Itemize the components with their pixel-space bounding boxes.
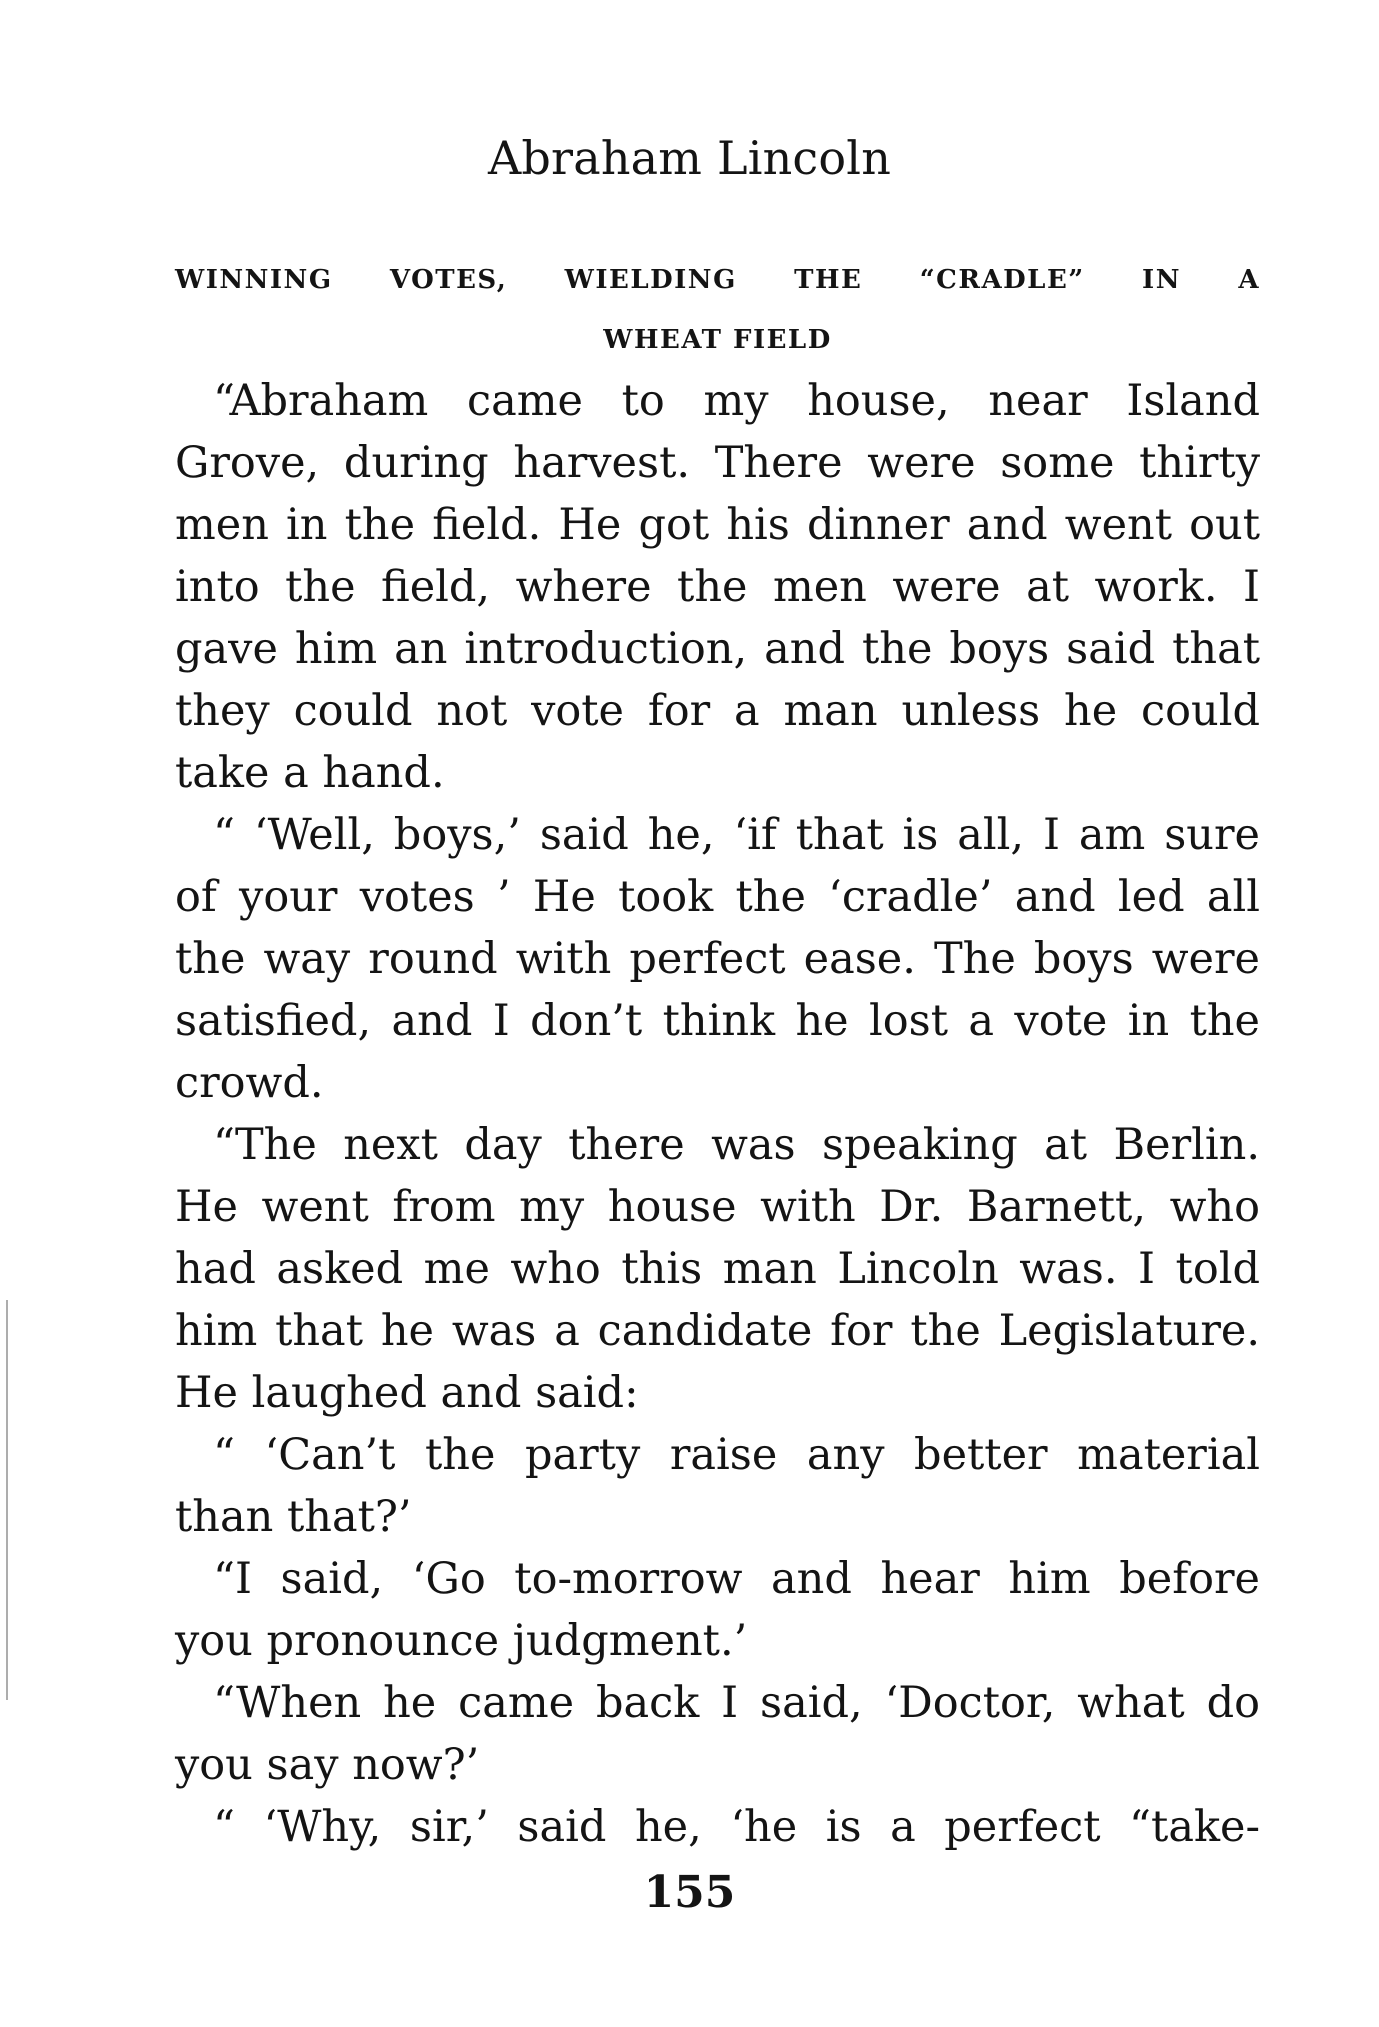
paragraph-2-line-2: of your votes ’ He took the ‘cradle’ and led all <box>175 872 1260 922</box>
paragraph-3-line-3: had asked me who this man Lincoln was. I told <box>175 1244 1260 1294</box>
page-number: 155 <box>643 1867 736 1918</box>
paragraph-5-line-2: you pronounce judgment.’ <box>175 1616 748 1666</box>
paragraph-5-line-1: “I said, ‘Go to-morrow and hear him before <box>213 1554 1260 1604</box>
paragraph-1-line-7: take a hand. <box>175 748 445 798</box>
paragraph-4-line-1: “ ‘Can’t the party raise any better material <box>213 1430 1260 1480</box>
body-text <box>175 370 1260 1858</box>
paragraph-4-line-2: than that?’ <box>175 1492 412 1542</box>
paragraph-7-line-1: “ ‘Why, sir,’ said he, ‘he is a perfect “take- <box>213 1802 1260 1852</box>
section-heading-line-1: WINNING VOTES, WIELDING THE “CRADLE” IN A <box>175 265 1260 295</box>
section-heading <box>175 250 1260 370</box>
section-heading-line-2: WHEAT FIELD <box>603 325 832 355</box>
paragraph-2-line-5: crowd. <box>175 1058 324 1108</box>
paragraph-3-line-4: him that he was a candidate for the Legislature. <box>175 1306 1260 1356</box>
paragraph-1-line-6: they could not vote for a man unless he could <box>175 686 1260 736</box>
running-head: Abraham Lincoln <box>487 131 892 185</box>
margin-scan-line <box>6 1300 8 1700</box>
paragraph-3-line-1: “The next day there was speaking at Berlin. <box>213 1120 1260 1170</box>
paragraph-2-line-1: “ ‘Well, boys,’ said he, ‘if that is all, I am sure <box>213 810 1260 860</box>
paragraph-1-line-1: “Abraham came to my house, near Island <box>213 376 1260 426</box>
paragraph-1-line-5: gave him an introduction, and the boys said that <box>175 624 1260 674</box>
paragraph-6-line-2: you say now?’ <box>175 1740 480 1790</box>
paragraph-3-line-2: He went from my house with Dr. Barnett, who <box>175 1182 1260 1232</box>
paragraph-1-line-2: Grove, during harvest. There were some thirty <box>175 438 1260 488</box>
paragraph-2-line-4: satisfied, and I don’t think he lost a vote in the <box>175 996 1260 1046</box>
paragraph-1-line-3: men in the field. He got his dinner and went out <box>175 500 1260 550</box>
paragraph-3-line-5: He laughed and said: <box>175 1368 639 1418</box>
paragraph-6-line-1: “When he came back I said, ‘Doctor, what do <box>213 1678 1260 1728</box>
paragraph-2-line-3: the way round with perfect ease. The boys were <box>175 934 1260 984</box>
paragraph-1-line-4: into the field, where the men were at work. I <box>175 562 1260 612</box>
